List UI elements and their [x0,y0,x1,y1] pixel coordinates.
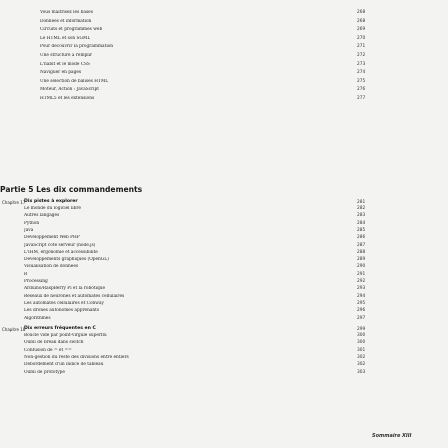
toc-entry-page: 269 [357,27,366,33]
toc-entry-page: 286 [357,235,366,241]
toc-entry-page: 271 [357,44,366,50]
toc-entry-page: 292 [357,279,366,284]
chapter-18-title: Dix erreurs fréquentes en C [24,326,96,331]
toc-entry-page: 300 [357,340,366,346]
toc-entry-page: 270 [357,35,366,41]
toc-entry-title: R [24,271,28,277]
chapter-17-title: Dix pistes à explorer [24,199,78,204]
toc-entry-title: Vous maîtrisez les bases [40,10,93,15]
chapter-18-page: 299 [357,327,366,332]
toc-entry-page: 303 [357,369,366,375]
toc-entry-page: 287 [357,242,366,248]
toc-entry-title: Une sélection de balises HTML [40,78,109,84]
toc-entry-title: L'habit et le mode CSS [40,61,90,67]
toc-entry-title: Naviguer en pages [40,70,82,76]
toc-entry-title: Non-gestion du reste des divisions entre entiers [24,354,129,360]
toc-entry-title: Python [24,220,40,226]
toc-entry-page: 274 [357,70,366,76]
toc-entry-title: Les automates cellulaires et Conway [24,300,104,306]
toc-entry-title: Développement Web PHP [24,235,80,241]
toc-entry-page: 300 [357,333,366,338]
toc-entry-title: Visualisation de données [24,264,79,270]
toc-entry-title: Le HTML et son SGML [40,35,91,41]
part-title: Partie 5 Les dix commandements [0,185,143,194]
toc-entry-page: 275 [357,78,366,84]
toc-entry-title: Processing [24,279,48,284]
toc-entry-page: 294 [357,293,366,299]
toc-entry-page: 285 [357,227,366,233]
toc-entry-page: 290 [357,264,366,270]
toc-entry-title: Boucle vide par point-virgule superflu [24,333,107,338]
toc-entry-page: 276 [357,87,366,93]
toc-entry-page: 282 [357,206,366,211]
chapter-17-page: 281 [357,200,366,205]
toc-entry-title: Arduino/RaspBerry Pi et la robotique [24,286,106,292]
toc-entry-page: 302 [357,362,366,368]
toc-entry-page: 295 [357,300,366,306]
toc-entry-title: Données et information [40,18,92,24]
toc-entry-title: Développements graphiques (OpenGL) [24,257,109,263]
toc-entry-page: 284 [357,220,366,226]
toc-entry-title: JavaScript côté serveur (node.js) [24,242,96,248]
toc-entry-page: 273 [357,61,366,67]
toc-entry-title: Moteur, Action : JavaScript [40,87,100,93]
toc-entry-page: 302 [357,354,366,360]
toc-entry-page: 277 [357,96,366,101]
toc-entry-title: Algorithmes [24,315,51,321]
toc-entry-title: Oubli de prototype [24,369,65,375]
toc-entry-page: 288 [357,249,366,255]
toc-entry-title: Pour découvrir la programmation [40,44,114,50]
toc-entry-page: 283 [357,213,366,219]
toc-entry-page: 297 [357,315,366,321]
toc-entry-page: 296 [357,308,366,314]
toc-entry-page: 291 [357,271,366,277]
toc-entry-page: 293 [357,286,366,292]
toc-entry-title: Confusion de = et == [24,347,72,353]
toc-entry-title: Java [24,227,34,233]
toc-entry-title: Les drones autonomes apprenants [24,308,100,314]
toc-entry-page: 301 [357,347,366,353]
chapter-18-label: Chapitre 18 [2,327,26,332]
toc-entry-page: 268 [357,18,366,24]
toc-entry-title: Une structure à remplir [40,53,93,58]
toc-entry-title: Débordement d'un indice de tableau [24,362,104,368]
toc-entry-title: L'IHM, ergonomie et accessibilité [24,249,98,255]
toc-entry-title: Le monde du logiciel libre [24,206,81,211]
toc-entry-title: Autres langages [24,213,60,219]
toc-entry-page: 289 [357,257,366,263]
toc-entry-title: Oubli de break dans switch [24,340,84,346]
toc-entry-title: Réseaux de neurones et automates cellulaires [24,293,125,299]
toc-entry-title: Circuits et programmes web [40,27,103,33]
toc-entry-title: HTML5 et les extensions [40,96,95,101]
chapter-17-label: Chapitre 17 [2,200,26,205]
toc-entry-page: 268 [357,10,366,15]
toc-entry-page: 272 [357,53,366,58]
footer-page-number: XIII [402,433,412,439]
footer-label: Sommaire [372,433,401,439]
